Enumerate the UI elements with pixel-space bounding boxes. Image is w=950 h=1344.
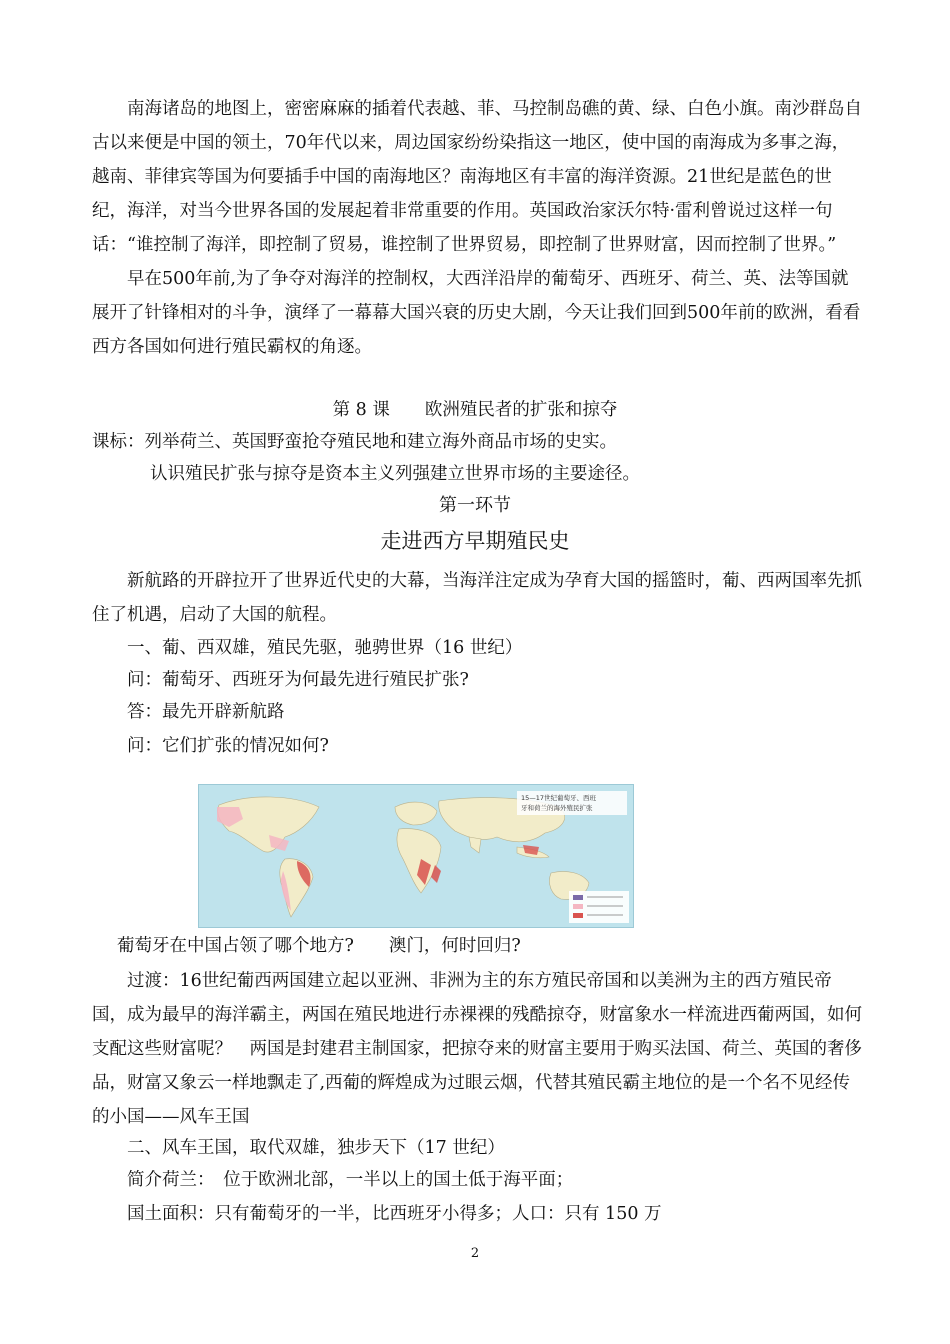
intro-paragraph-1: 南海诸岛的地图上，密密麻麻的插着代表越、菲、马控制岛礁的黄、绿、白色小旗。南沙群岛自古以来便是中国的领土，70年代以来，周边国家纷纷染指这一地区，使中国的南海成为多事之海，越南、菲律宾等国为何要插手中国的南海地区？南海地区有丰富的海洋资源。21世纪是蓝色的世纪，海洋，对当今世界各国的发展起着非常重要的作用。英国政治家沃尔特·雷利曾说过这样一句话：“谁控制了海洋，即控制了贸易，谁控制了世界贸易，即控制了世界财富，因而控制了世界。”	[92, 99, 862, 255]
question-3: 葡萄牙在中国占领了哪个地方? 澳门，何时回归?	[117, 936, 521, 956]
colonial-expansion-map	[198, 784, 634, 928]
legend-swatch-2	[573, 904, 583, 909]
legend-swatch-3	[573, 913, 583, 918]
map-title-line-2: 牙和荷兰的海外殖民扩张	[521, 804, 593, 812]
netherlands-area-population: 国土面积：只有葡萄牙的一半，比西班牙小得多；人口：只有 150 万	[127, 1204, 662, 1224]
transition-paragraph: 过渡：16世纪葡西两国建立起以亚洲、非洲为主的东方殖民帝国和以美洲为主的西方殖民帝国，成为最早的海洋霸主，两国在殖民地进行赤裸裸的残酷掠夺，财富象水一样流进西葡两国，如何支配这些财富呢？ 两国是封建君主制国家，把掠夺来的财富主要用于购买法国、荷兰、英国的奢侈品，财富又象云一样地飘走了,西葡的辉煌成为过眼云烟，代替其殖民霸主地位的是一个名不见经传的小国——风车王国	[92, 971, 862, 1127]
lesson-title: 第 8 课 欧洲殖民者的扩张和掠夺	[332, 400, 618, 420]
section-intro-paragraph: 新航路的开辟拉开了世界近代史的大幕，当海洋注定成为孕育大国的摇篮时，葡、西两国率先抓住了机遇，启动了大国的航程。	[92, 571, 862, 625]
question-2: 问：它们扩张的情况如何?	[127, 736, 329, 756]
section-subheading: 走进西方早期殖民史	[380, 529, 570, 553]
question-1: 问：葡萄牙、西班牙为何最先进行殖民扩张?	[127, 670, 469, 690]
map-title-line-1: 15—17世纪葡萄牙、西班	[521, 794, 597, 802]
answer-1: 答：最先开辟新航路	[127, 702, 285, 722]
item-1-heading: 一、葡、西双雄，殖民先驱，驰骋世界（16 世纪）	[127, 638, 523, 658]
curriculum-standard-1: 课标：列举荷兰、英国野蛮抢夺殖民地和建立海外商品市场的史实。	[92, 432, 617, 452]
world-map-graphic	[199, 785, 633, 927]
item-2-heading: 二、风车王国，取代双雄，独步天下（17 世纪）	[127, 1138, 505, 1158]
intro-paragraph-2: 早在500年前,为了争夺对海洋的控制权，大西洋沿岸的葡萄牙、西班牙、荷兰、英、法等国就展开了针锋相对的斗争，演绎了一幕幕大国兴衰的历史大剧，今天让我们回到500年前的欧洲，看看西方各国如何进行殖民霸权的角逐。	[92, 269, 861, 357]
section-heading: 第一环节	[439, 495, 511, 516]
legend-swatch-1	[573, 895, 583, 900]
netherlands-intro: 简介荷兰： 位于欧洲北部，一半以上的国土低于海平面；	[127, 1170, 574, 1190]
page-number: 2	[470, 1246, 480, 1261]
curriculum-standard-2: 认识殖民扩张与掠夺是资本主义列强建立世界市场的主要途径。	[150, 464, 640, 484]
